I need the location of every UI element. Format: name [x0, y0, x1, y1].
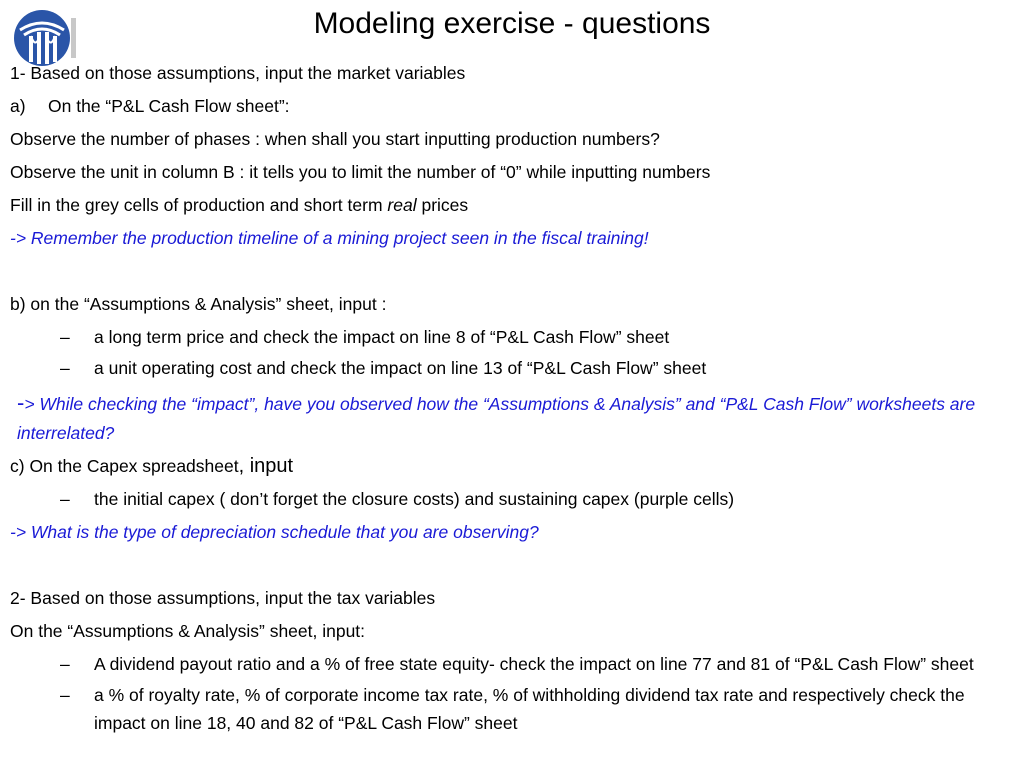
item-a-label: a): [10, 96, 26, 116]
section2-heading: 2- Based on those assumptions, input the tax variables: [10, 588, 436, 608]
note-arrow: -: [17, 390, 25, 415]
note-depreciation: -> What is the type of depreciation schedule that you are observing?: [10, 522, 539, 542]
dash-bullet-icon: –: [60, 654, 70, 674]
section1-heading: 1- Based on those assumptions, input the market variables: [10, 63, 466, 83]
bullet-item: [10, 681, 1015, 737]
dash-bullet-icon: –: [60, 489, 70, 509]
note-worksheets-interrelated: [10, 388, 1015, 448]
instruction-grey-cells: [10, 189, 1015, 222]
bullet-text: a unit operating cost and check the impact on line 13 of “P&L Cash Flow” sheet: [94, 358, 707, 378]
note-production-timeline: -> Remember the production timeline of a mining project seen in the fiscal training!: [10, 228, 649, 248]
bullet-item: [10, 650, 1015, 678]
bullet-text: a % of royalty rate, % of corporate income tax rate, % of withholding dividend tax rate and respectively check the impact on line 18, 40 and 82 of “P&L Cash Flow” sheet: [94, 685, 965, 733]
bullet-text: a long term price and check the impact on line 8 of “P&L Cash Flow” sheet: [94, 327, 670, 347]
bullet-text: the initial capex ( don’t forget the closure costs) and sustaining capex (purple cells): [94, 489, 735, 509]
item-a-text: On the “P&L Cash Flow sheet”:: [48, 96, 290, 116]
dash-bullet-icon: –: [60, 327, 70, 347]
instruction-grey-cells-post: prices: [416, 195, 469, 215]
bullet-item: [10, 485, 1015, 513]
dash-bullet-icon: –: [60, 685, 70, 705]
slide-body: [10, 57, 1015, 740]
item-c-input: , input: [238, 455, 294, 477]
item-c-text: c) On the Capex spreadsheet: [10, 456, 239, 476]
item-c: [10, 450, 1015, 483]
item-a: [10, 90, 1015, 123]
bullet-item: [10, 354, 1015, 382]
spacer: [10, 255, 1015, 288]
instruction-phases: Observe the number of phases : when shall you start inputting production numbers?: [10, 129, 660, 149]
instruction-grey-cells-emphasis: real: [387, 195, 417, 215]
item-b: b) on the “Assumptions & Analysis” sheet, input :: [10, 294, 387, 314]
spacer: [10, 549, 1015, 582]
bullet-text: A dividend payout ratio and a % of free state equity- check the impact on line 77 and 81 of “P&L Cash Flow” sheet: [94, 654, 974, 674]
instruction-grey-cells-pre: Fill in the grey cells of production and short term: [10, 195, 388, 215]
instruction-unit: Observe the unit in column B : it tells you to limit the number of “0” while inputting numbers: [10, 162, 711, 182]
bullet-item: [10, 323, 1015, 351]
dash-bullet-icon: –: [60, 358, 70, 378]
note-text: > While checking the “impact”, have you observed how the “Assumptions & Analysis” and “P&L Cash Flow” worksheets are interrelated?: [17, 394, 976, 443]
slide-title: Modeling exercise - questions: [313, 7, 711, 40]
section2-intro: On the “Assumptions & Analysis” sheet, input:: [10, 621, 366, 641]
